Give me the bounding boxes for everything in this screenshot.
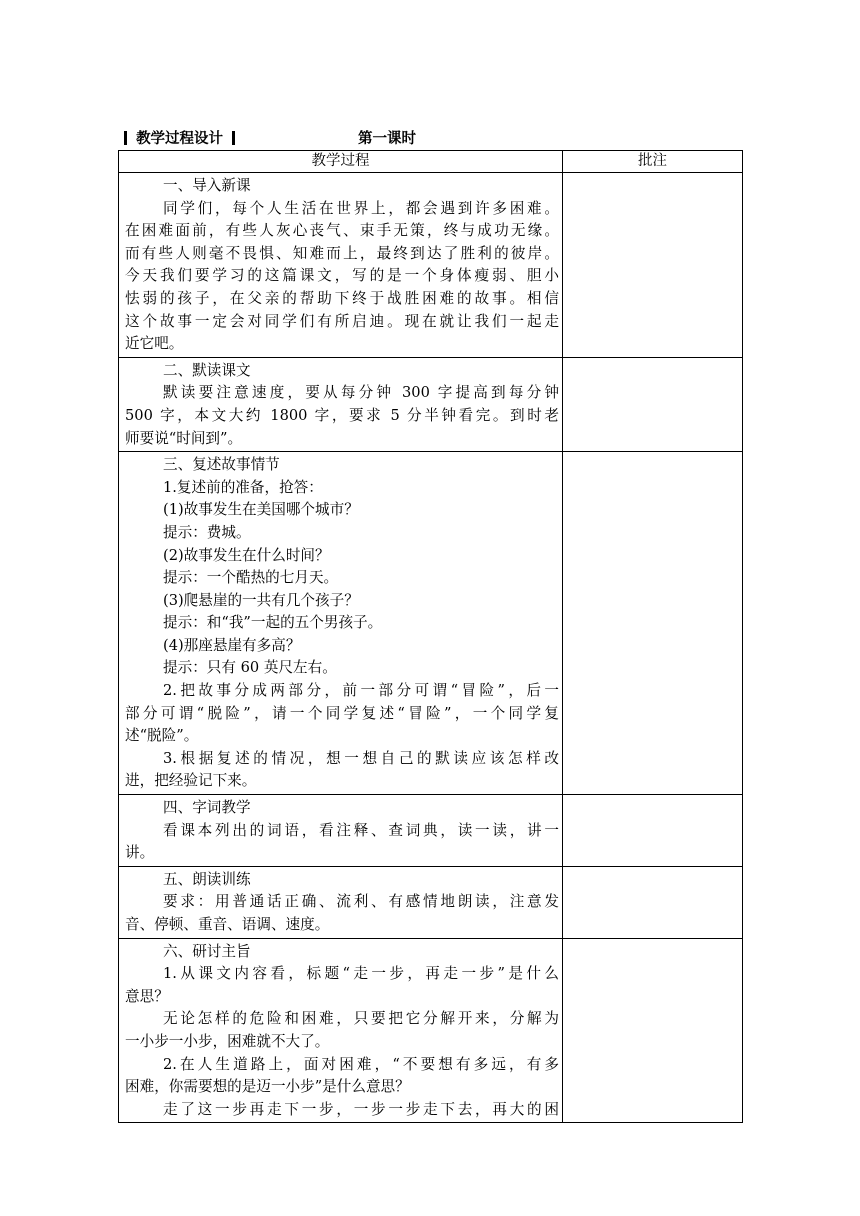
table-row bbox=[119, 357, 743, 451]
text-line: 意思？ bbox=[125, 987, 169, 1005]
process-cell bbox=[119, 452, 563, 795]
header-notes: 批注 bbox=[563, 151, 743, 173]
text-line: 今天我们要学习的这篇课文，写的是一个身体瘦弱、胆小 bbox=[125, 267, 559, 285]
notes-cell[interactable] bbox=[563, 173, 743, 358]
section-heading bbox=[124, 128, 416, 150]
text-line: 音、停顿、重音、语调、速度。 bbox=[125, 916, 330, 933]
text-line: 3.根据复述的情况，想一想自己的默读应该怎样改 bbox=[163, 749, 559, 767]
table-row bbox=[119, 795, 743, 867]
process-cell bbox=[119, 938, 563, 1123]
text-line: 提示：和“我”一起的五个男孩子。 bbox=[163, 614, 383, 632]
text-line: 提示：只有 60 英尺左右。 bbox=[163, 659, 337, 677]
notes-cell[interactable] bbox=[563, 938, 743, 1123]
section-title: 一、导入新课 bbox=[163, 177, 251, 194]
text-line: 述“脱险”。 bbox=[125, 727, 199, 745]
text-line: 部分可谓“脱险”，请一个同学复述“冒险”，一个同学复 bbox=[125, 704, 559, 722]
heading-bar-right bbox=[232, 131, 235, 145]
section-label: 教学过程设计 bbox=[136, 131, 224, 147]
text-line: 同学们，每个人生活在世界上，都会遇到许多困难。 bbox=[163, 199, 559, 217]
table-header-row bbox=[119, 151, 743, 173]
text-line: 默读要注意速度，要从每分钟 300 字提高到每分钟 bbox=[163, 384, 559, 402]
lesson-plan-table bbox=[118, 150, 743, 1123]
process-cell bbox=[119, 795, 563, 867]
text-line: 进，把经验记下来。 bbox=[125, 772, 257, 790]
text-line: 2.在人生道路上，面对困难，“不要想有多远，有多 bbox=[163, 1055, 559, 1073]
process-cell bbox=[119, 866, 563, 938]
text-line: 讲。 bbox=[125, 844, 155, 862]
text-line: 一小步一小步，困难就不大了。 bbox=[125, 1032, 330, 1050]
text-line: 要求：用普通话正确、流利、有感情地朗读，注意发 bbox=[163, 893, 559, 911]
text-line: 提示：一个酷热的七月天。 bbox=[163, 569, 339, 587]
section-title: 六、研讨主旨 bbox=[163, 942, 251, 960]
table-row bbox=[119, 938, 743, 1123]
text-line: 困难，你需要想的是迈一小步”是什么意思？ bbox=[125, 1078, 410, 1096]
text-line: 1.从课文内容看，标题“走一步，再走一步”是什么 bbox=[163, 965, 559, 983]
text-line: 走了这一步再走下一步，一步一步走下去，再大的困 bbox=[163, 1100, 559, 1118]
text-line: 在困难面前，有些人灰心丧气、束手无策，终与成功无缘。 bbox=[125, 222, 559, 240]
section-title: 四、字词教学 bbox=[163, 799, 251, 817]
table-row bbox=[119, 173, 743, 358]
text-line: 师要说“时间到”。 bbox=[125, 429, 243, 447]
text-line: 近它吧。 bbox=[125, 335, 184, 353]
heading-bar-left bbox=[124, 131, 127, 145]
section-title: 三、复述故事情节 bbox=[163, 456, 280, 474]
process-cell bbox=[119, 173, 563, 358]
section-title: 五、朗读训练 bbox=[163, 870, 251, 888]
text-line: 而有些人则毫不畏惧、知难而上，最终到达了胜利的彼岸。 bbox=[125, 244, 559, 262]
text-line: 这个故事一定会对同学们有所启迪。现在就让我们一起走 bbox=[125, 312, 559, 330]
notes-cell[interactable] bbox=[563, 357, 743, 451]
text-line: 看课本列出的词语，看注释、查词典，读一读，讲一 bbox=[163, 821, 559, 839]
text-line: (4)那座悬崖有多高？ bbox=[163, 636, 301, 654]
notes-cell[interactable] bbox=[563, 866, 743, 938]
notes-cell[interactable] bbox=[563, 795, 743, 867]
text-line: 无论怎样的危险和困难，只要把它分解开来，分解为 bbox=[163, 1010, 559, 1028]
header-process: 教学过程 bbox=[119, 151, 563, 173]
text-line: 2.把故事分成两部分，前一部分可谓“冒险”，后一 bbox=[163, 682, 559, 700]
text-line: (2)故事发生在什么时间？ bbox=[163, 546, 330, 564]
table-row bbox=[119, 866, 743, 938]
text-line: 怯弱的孩子，在父亲的帮助下终于战胜困难的故事。相信 bbox=[125, 289, 559, 307]
table-row bbox=[119, 452, 743, 795]
process-cell bbox=[119, 357, 563, 451]
notes-cell[interactable] bbox=[563, 452, 743, 795]
lesson-label: 第一课时 bbox=[358, 131, 416, 147]
text-line: 500 字，本文大约 1800 字，要求 5 分半钟看完。到时老 bbox=[125, 406, 559, 424]
table-body bbox=[119, 173, 743, 1123]
text-line: (3)爬悬崖的一共有几个孩子？ bbox=[163, 591, 359, 609]
text-line: (1)故事发生在美国哪个城市？ bbox=[163, 501, 359, 519]
section-title: 二、默读课文 bbox=[163, 361, 251, 379]
text-line: 1.复述前的准备，抢答： bbox=[163, 478, 323, 496]
text-line: 提示：费城。 bbox=[163, 523, 251, 541]
